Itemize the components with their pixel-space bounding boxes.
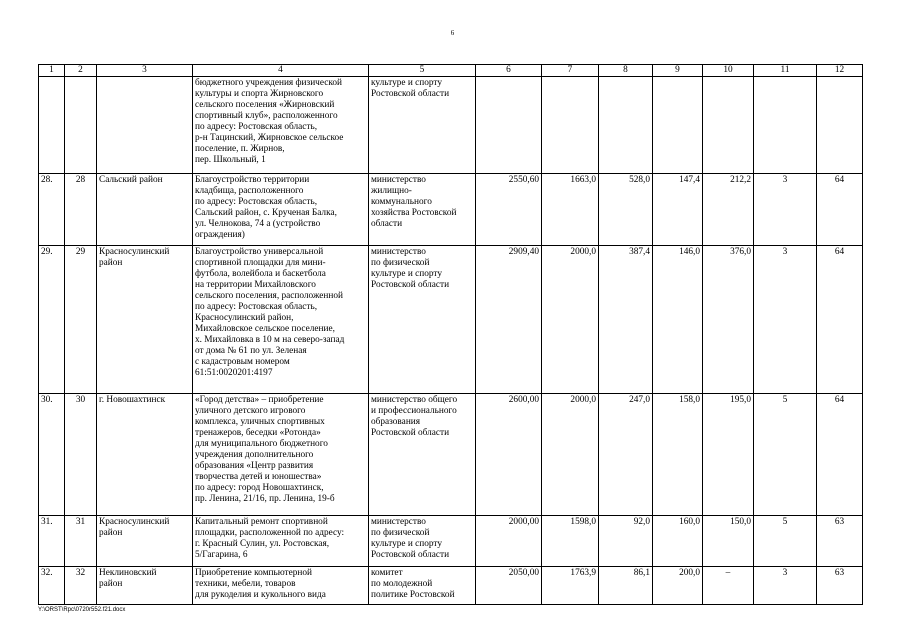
header-cell: 3 [97, 65, 193, 77]
value-col12: 63 [817, 516, 863, 567]
value-col6: 2050,00 [476, 567, 542, 605]
row-number: 31 [65, 516, 97, 567]
value-col12: 63 [817, 567, 863, 605]
value-col11: 3 [754, 246, 817, 394]
file-path-footer: Y:\ORST\Rpc\0720r552.f21.docx [38, 607, 126, 613]
value-col8 [599, 77, 653, 174]
row-index [39, 77, 65, 174]
value-col10: 195,0 [703, 394, 754, 516]
header-cell: 1 [39, 65, 65, 77]
value-col12: 64 [817, 246, 863, 394]
municipality: Красносулинский район [97, 516, 193, 567]
row-number: 29 [65, 246, 97, 394]
value-col7: 1763,9 [542, 567, 599, 605]
value-col6 [476, 77, 542, 174]
value-col11: 5 [754, 394, 817, 516]
value-col10: – [703, 567, 754, 605]
value-col7: 1663,0 [542, 174, 599, 246]
value-col8: 92,0 [599, 516, 653, 567]
value-col9: 158,0 [653, 394, 703, 516]
row-number: 28 [65, 174, 97, 246]
project-description: Благоустройство территории кладбища, расположенного по адресу: Ростовская область, Сальский район, с. Крученая Балка, ул. Челнокова, 74 а (устройство ограждения) [193, 174, 369, 246]
municipality: г. Новошахтинск [97, 394, 193, 516]
value-col9: 160,0 [653, 516, 703, 567]
row-number [65, 77, 97, 174]
header-cell: 5 [369, 65, 476, 77]
header-cell: 10 [703, 65, 754, 77]
ministry: министерство жилищно- коммунального хозяйства Ростовской области [369, 174, 476, 246]
value-col6: 2550,60 [476, 174, 542, 246]
value-col11 [754, 77, 817, 174]
value-col8: 247,0 [599, 394, 653, 516]
value-col9 [653, 77, 703, 174]
table-row [39, 174, 863, 246]
row-index: 29. [39, 246, 65, 394]
row-number: 30 [65, 394, 97, 516]
municipality [97, 77, 193, 174]
value-col11: 5 [754, 516, 817, 567]
ministry: комитет по молодежной политике Ростовской [369, 567, 476, 605]
value-col7: 2000,0 [542, 246, 599, 394]
value-col9: 146,0 [653, 246, 703, 394]
row-index: 28. [39, 174, 65, 246]
header-cell: 4 [193, 65, 369, 77]
header-cell: 8 [599, 65, 653, 77]
ministry: министерство по физической культуре и спорту Ростовской области [369, 246, 476, 394]
value-col8: 387,4 [599, 246, 653, 394]
row-index: 32. [39, 567, 65, 605]
value-col8: 528,0 [599, 174, 653, 246]
header-cell: 6 [476, 65, 542, 77]
header-cell: 11 [754, 65, 817, 77]
ministry: министерство общего и профессионального образования Ростовской области [369, 394, 476, 516]
value-col10: 150,0 [703, 516, 754, 567]
value-col7: 2000,0 [542, 394, 599, 516]
project-description: бюджетного учреждения физической культуры и спорта Жирновского сельского поселения «Жирновский спортивный клуб», расположенного по адресу: Ростовская область, р-н Тацинский, Жирновское сельское поселение, п. Жирнов, пер. Школьный, 1 [193, 77, 369, 174]
table-row [39, 516, 863, 567]
project-description: Благоустройство универсальной спортивной площадки для мини- футбола, волейбола и баскетбола на территории Михайловского сельского поселения, расположенной по адресу: Ростовская область, Красносулинский район, Михайловское сельское поселение, х. Михайловка в 10 м на северо-запад от дома № 61 по ул. Зеленая с кадастровым номером 61:51:0020201:4197 [193, 246, 369, 394]
value-col9: 200,0 [653, 567, 703, 605]
project-description: Капитальный ремонт спортивной площадки, расположенной по адресу: г. Красный Сулин, ул. Ростовская, 5/Гагарина, 6 [193, 516, 369, 567]
municipality: Сальский район [97, 174, 193, 246]
value-col10 [703, 77, 754, 174]
header-cell: 9 [653, 65, 703, 77]
value-col7 [542, 77, 599, 174]
project-description: Приобретение компьютерной техники, мебели, товаров для рукоделия и кукольного вида [193, 567, 369, 605]
municipality: Красносулинский район [97, 246, 193, 394]
table-row [39, 77, 863, 174]
row-index: 31. [39, 516, 65, 567]
value-col12 [817, 77, 863, 174]
table-row [39, 394, 863, 516]
value-col9: 147,4 [653, 174, 703, 246]
budget-table [38, 64, 863, 605]
value-col10: 212,2 [703, 174, 754, 246]
value-col6: 2909,40 [476, 246, 542, 394]
project-description: «Город детства» – приобретение уличного детского игрового комплекса, уличных спортивных тренажеров, беседки «Ротонда» для муниципального бюджетного учреждения дополнительного образования «Центр развития творчества детей и юношества» по адресу: город Новошахтинск, пр. Ленина, 21/16, пр. Ленина, 19-б [193, 394, 369, 516]
value-col6: 2600,00 [476, 394, 542, 516]
header-cell: 7 [542, 65, 599, 77]
value-col6: 2000,00 [476, 516, 542, 567]
value-col11: 3 [754, 174, 817, 246]
row-index: 30. [39, 394, 65, 516]
header-cell: 12 [817, 65, 863, 77]
header-row [39, 65, 863, 77]
value-col11: 3 [754, 567, 817, 605]
ministry: министерство по физической культуре и спорту Ростовской области [369, 516, 476, 567]
value-col12: 64 [817, 394, 863, 516]
value-col10: 376,0 [703, 246, 754, 394]
page-number: 6 [450, 29, 455, 37]
row-number: 32 [65, 567, 97, 605]
value-col12: 64 [817, 174, 863, 246]
municipality: Неклиновский район [97, 567, 193, 605]
value-col8: 86,1 [599, 567, 653, 605]
header-cell: 2 [65, 65, 97, 77]
table-row [39, 246, 863, 394]
table-row [39, 567, 863, 605]
value-col7: 1598,0 [542, 516, 599, 567]
ministry: культуре и спорту Ростовской области [369, 77, 476, 174]
